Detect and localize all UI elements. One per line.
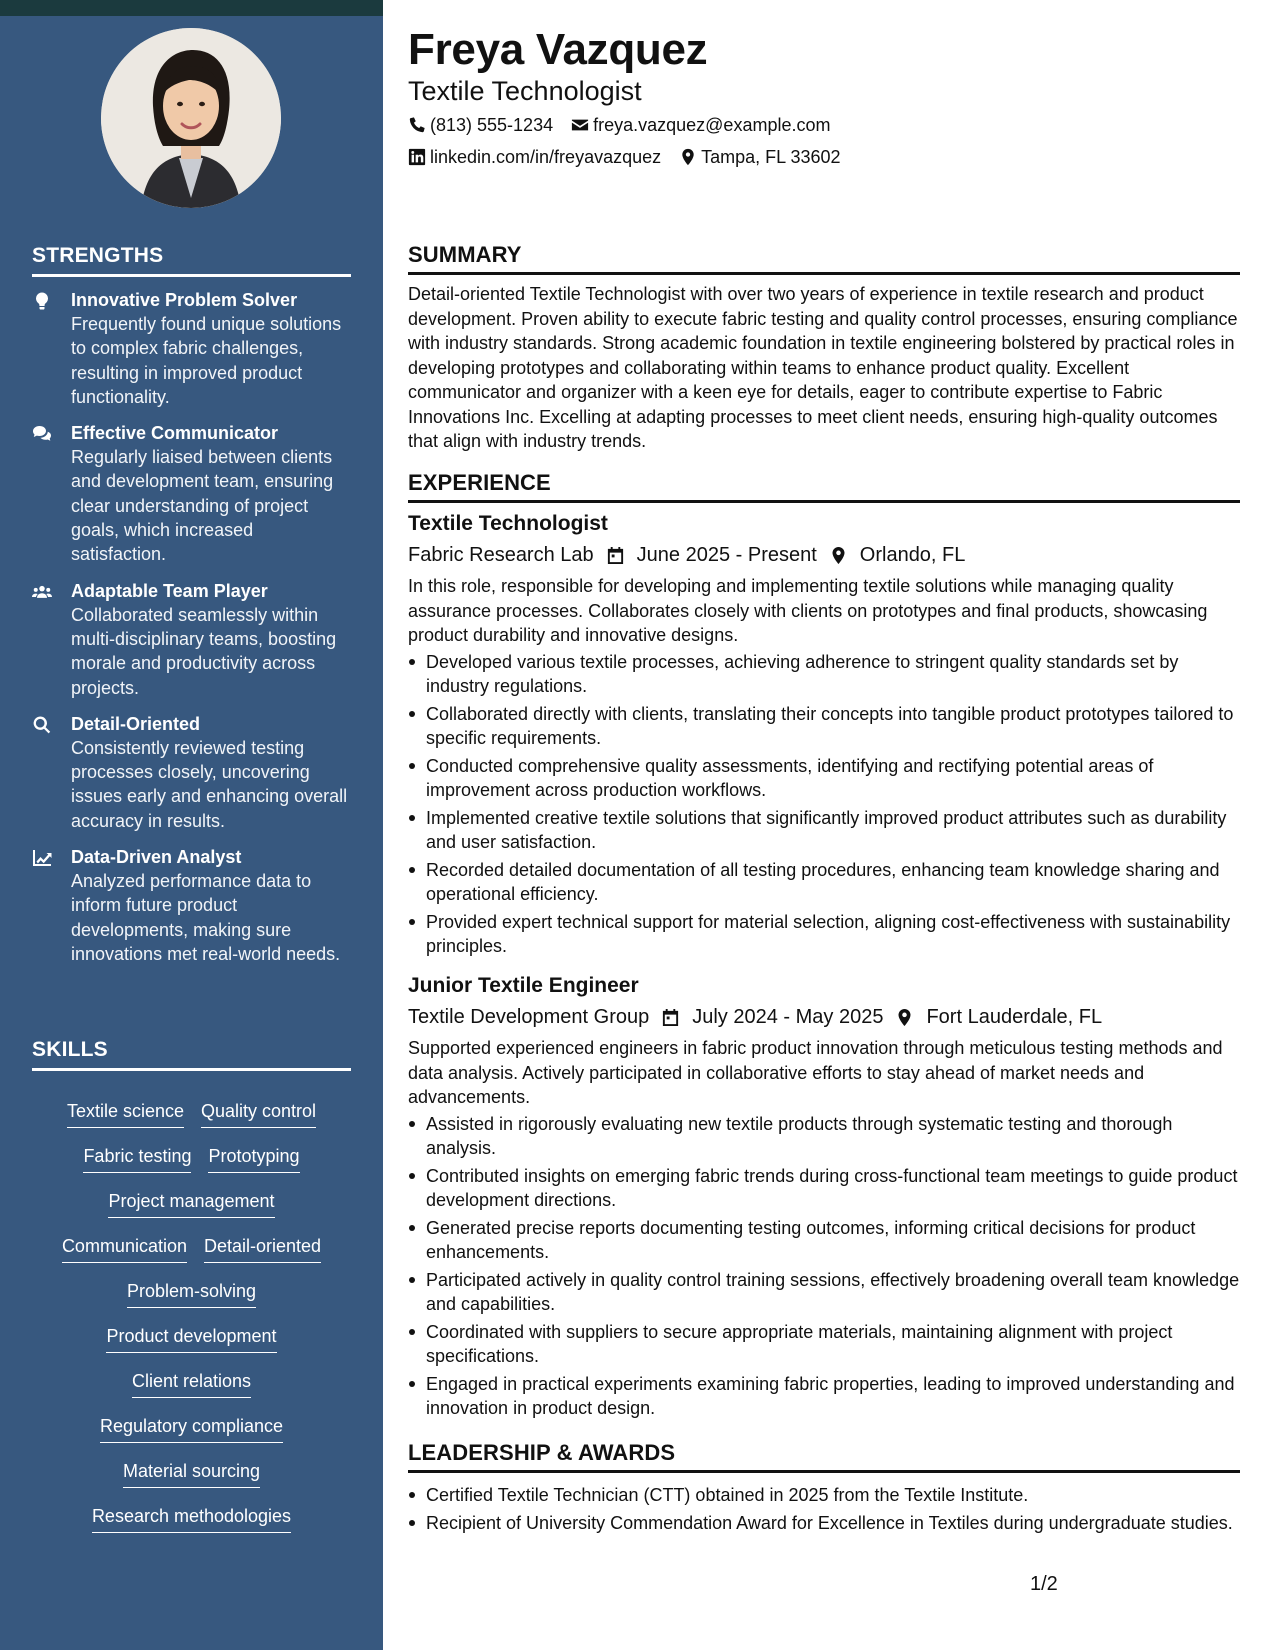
strength-item <box>32 579 352 700</box>
strengths-list <box>32 288 352 978</box>
skill-tag: Detail-oriented <box>204 1234 321 1263</box>
job-meta <box>408 1003 1244 1031</box>
strength-description: Analyzed performance data to inform future product developments, making sure innovations met real-world needs. <box>71 871 341 964</box>
leadership-list <box>408 1483 1244 1538</box>
job-title: Junior Textile Engineer <box>408 974 639 997</box>
company-name: Textile Development Group <box>408 1006 650 1028</box>
phone-icon <box>408 116 426 134</box>
bullet-item: Participated actively in quality control training sessions, effectively broadening overall team knowledge and capabilities. <box>408 1268 1244 1317</box>
award-item: Recipient of University Commendation Award for Excellence in Textiles during undergraduate studies. <box>408 1511 1244 1536</box>
linkedin-url: linkedin.com/in/freyavazquez <box>430 147 662 167</box>
skill-tag: Regulatory compliance <box>100 1414 283 1443</box>
skills-list <box>32 1099 351 1549</box>
strength-description: Regularly liaised between clients and development team, ensuring clear understanding of project goals, which increased satisfaction. <box>71 447 334 565</box>
strength-title: Detail-Oriented <box>71 713 201 734</box>
job-location: Orlando, FL <box>859 544 966 566</box>
bullet-item: Recorded detailed documentation of all testing procedures, enhancing team knowledge sharing and operational efficiency. <box>408 858 1244 907</box>
experience-heading: EXPERIENCE <box>408 469 1240 503</box>
bullet-item: Contributed insights on emerging fabric trends during cross-functional team meetings to guide product development directions. <box>408 1164 1244 1213</box>
job-dates: June 2025 - Present <box>636 544 817 566</box>
search-icon <box>32 712 71 833</box>
comments-icon <box>32 421 71 566</box>
strengths-heading: STRENGTHS <box>32 244 351 277</box>
bullet-item: Developed various textile processes, achieving adherence to stringent quality standards set by industry regulations. <box>408 650 1244 699</box>
skill-tag: Quality control <box>201 1099 316 1128</box>
strength-item <box>32 421 352 566</box>
envelope-icon <box>571 116 589 134</box>
bullet-item: Implemented creative textile solutions that significantly improved product attributes such as durability and user satisfaction. <box>408 806 1244 855</box>
skills-heading: SKILLS <box>32 1038 351 1071</box>
skill-tag: Research methodologies <box>92 1504 291 1533</box>
job-meta <box>408 541 1244 569</box>
bullet-item: Collaborated directly with clients, translating their concepts into tangible product prototypes tailored to specific requirements. <box>408 702 1244 751</box>
bullet-item: Assisted in rigorously evaluating new textile products through systematic testing and thorough analysis. <box>408 1112 1244 1161</box>
bullet-item: Provided expert technical support for material selection, aligning cost-effectiveness with sustainability principles. <box>408 910 1244 959</box>
strength-item <box>32 845 352 966</box>
strength-title: Effective Communicator <box>71 423 279 444</box>
strength-title: Innovative Problem Solver <box>71 290 298 310</box>
linkedin-icon <box>408 148 426 166</box>
strength-description: Frequently found unique solutions to complex fabric challenges, resulting in improved product functionality. <box>71 314 342 407</box>
contact-row <box>408 113 830 137</box>
job-location: Fort Lauderdale, FL <box>926 1006 1103 1028</box>
experience-entry <box>408 972 1244 1424</box>
location-contact <box>679 145 840 169</box>
skill-tag: Material sourcing <box>123 1459 260 1488</box>
email-contact[interactable] <box>571 113 830 137</box>
skill-tag: Textile science <box>67 1099 184 1128</box>
leadership-heading: LEADERSHIP & AWARDS <box>408 1439 1240 1473</box>
bullet-item: Generated precise reports documenting testing outcomes, informing critical decisions for product enhancements. <box>408 1216 1244 1265</box>
candidate-headline: Textile Technologist <box>408 76 642 106</box>
location-text: Tampa, FL 33602 <box>701 147 841 167</box>
strength-title: Adaptable Team Player <box>71 580 268 601</box>
phone-number: (813) 555-1234 <box>430 115 554 135</box>
company-name: Fabric Research Lab <box>408 544 594 566</box>
contact-row <box>408 145 841 169</box>
strength-title: Data-Driven Analyst <box>71 847 242 868</box>
phone-contact[interactable] <box>408 113 553 137</box>
candidate-name: Freya Vazquez <box>408 25 708 74</box>
map-pin-icon <box>679 148 697 166</box>
summary-text: Detail-oriented Textile Technologist with over two years of experience in textile research and product development. Proven ability to execute fabric testing and quality control processes, ensuring compliance with industry standards. Strong academic foundation in textile engineering bolstered by practical roles in developing prototypes and collaborating within teams to enhance product quality. Excellent communicator and organizer with a keen eye for details, eager to contribute expertise to Fabric Innovations Inc. Excelling at adapting processes to meet client needs, ensuring high-quality outcomes that align with industry trends. <box>408 284 1238 451</box>
skill-tag: Problem-solving <box>127 1279 256 1308</box>
sidebar <box>0 16 383 1650</box>
job-bullets <box>408 1112 1244 1421</box>
bullet-item: Conducted comprehensive quality assessments, identifying and rectifying potential areas of improvement across production workflows. <box>408 754 1244 803</box>
page-number: 1/2 <box>1030 1573 1058 1595</box>
strength-description: Consistently reviewed testing processes closely, uncovering issues early and enhancing overall accuracy in results. <box>71 737 348 831</box>
job-description: Supported experienced engineers in fabric product innovation through meticulous testing methods and data analysis. Actively participated in collaborative efforts to stay ahead of market needs and advancements. <box>408 1038 1223 1107</box>
calendar-icon <box>661 1008 680 1027</box>
job-bullets <box>408 650 1244 959</box>
bullet-item: Engaged in practical experiments examining fabric properties, leading to improved understanding and innovation in product design. <box>408 1372 1244 1421</box>
bullet-item: Coordinated with suppliers to secure appropriate materials, maintaining alignment with project specifications. <box>408 1320 1244 1369</box>
calendar-icon <box>606 546 625 565</box>
skill-tag: Client relations <box>132 1369 251 1398</box>
linkedin-contact[interactable] <box>408 145 661 169</box>
skill-tag: Project management <box>108 1189 274 1218</box>
strength-item <box>32 288 352 409</box>
job-dates: July 2024 - May 2025 <box>692 1006 884 1028</box>
summary-heading: SUMMARY <box>408 241 1240 275</box>
sidebar-top-band <box>0 0 383 16</box>
job-title: Textile Technologist <box>408 512 608 535</box>
skill-tag: Product development <box>106 1324 276 1353</box>
skill-tag: Prototyping <box>208 1144 299 1173</box>
award-item: Certified Textile Technician (CTT) obtained in 2025 from the Textile Institute. <box>408 1483 1244 1508</box>
strength-description: Collaborated seamlessly within multi-disciplinary teams, boosting morale and productivity across projects. <box>71 604 337 698</box>
users-icon <box>32 579 71 700</box>
skill-tag: Fabric testing <box>83 1144 191 1173</box>
map-pin-icon <box>829 546 848 565</box>
lightbulb-icon <box>32 288 71 409</box>
experience-entry <box>408 510 1244 962</box>
job-description: In this role, responsible for developing and implementing textile solutions while managing quality assurance processes. Collaborates closely with clients on prototypes and final products, showcasing product durability and innovative designs. <box>408 576 1208 645</box>
profile-photo <box>101 28 281 208</box>
chart-line-icon <box>32 845 71 966</box>
map-pin-icon <box>895 1008 914 1027</box>
skill-tag: Communication <box>62 1234 187 1263</box>
strength-item <box>32 712 352 833</box>
email-address: freya.vazquez@example.com <box>593 115 831 135</box>
